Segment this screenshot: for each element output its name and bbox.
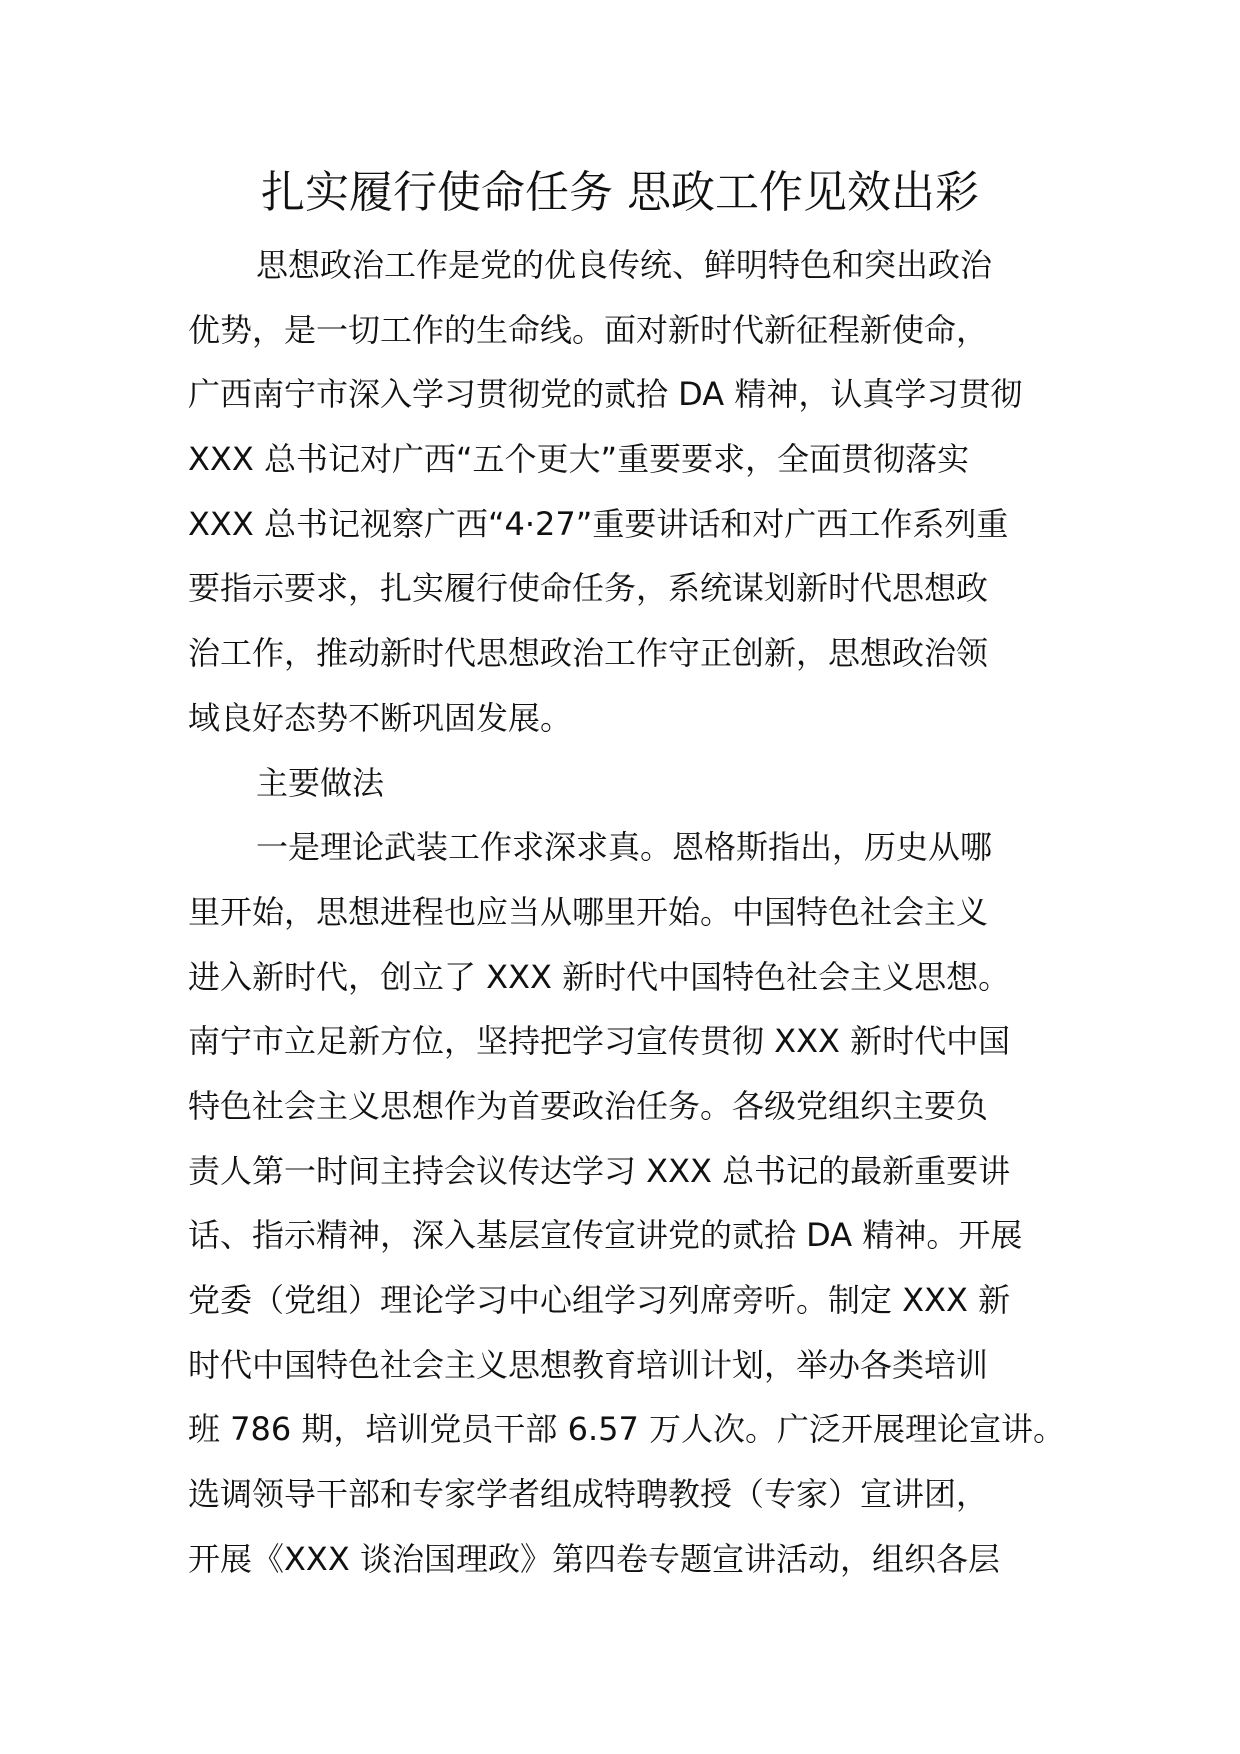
paragraph-line: 思想政治工作是党的优良传统、鲜明特色和突出政治 [256,246,993,284]
document-body [188,233,1068,1591]
document-title: 扎实履行使命任务 思政工作见效出彩 [261,167,979,218]
paragraph-line: 治工作，推动新时代思想政治工作守正创新，思想政治领 [188,634,989,673]
paragraph-line: 进入新时代，创立了 XXX 新时代中国特色社会主义思想。 [188,957,1011,996]
paragraph-line: 开展《XXX 谈治国理政》第四卷专题宣讲活动，组织各层 [188,1539,1000,1578]
paragraph-line: 话、指示精神，深入基层宣传宣讲党的贰拾 DA 精神。开展 [188,1216,1023,1255]
paragraph-line: XXX 总书记对广西“五个更大”重要要求，全面贯彻落实 [188,440,970,479]
paragraph-line: 党委（党组）理论学习中心组学习列席旁听。制定 XXX 新 [188,1281,1011,1319]
paragraph-line: 域良好态势不断巩固发展。 [188,698,573,737]
paragraph-line: 广西南宁市深入学习贯彻党的贰拾 DA 精神，认真学习贯彻 [188,375,1023,414]
section-heading: 主要做法 [256,763,385,802]
paragraph-line: 时代中国特色社会主义思想教育培训计划，举办各类培训 [188,1345,989,1384]
paragraph-line: 要指示要求，扎实履行使命任务，系统谋划新时代思想政 [188,569,989,608]
paragraph-line: 里开始，思想进程也应当从哪里开始。中国特色社会主义 [188,892,989,931]
paragraph-line: 责人第一时间主持会议传达学习 XXX 总书记的最新重要讲 [188,1151,1011,1190]
paragraph-line: 南宁市立足新方位，坚持把学习宣传贯彻 XXX 新时代中国 [188,1022,1011,1061]
paragraph-line: 选调领导干部和专家学者组成特聘教授（专家）宣讲团， [188,1475,989,1514]
paragraph-line: 一是理论武装工作求深求真。恩格斯指出，历史从哪 [256,828,993,867]
paragraph-line: 班 786 期，培训党员干部 6.57 万人次。广泛开展理论宣讲。 [188,1410,1066,1449]
paragraph-line: XXX 总书记视察广西“4·27”重要讲话和对广西工作系列重 [188,504,1009,543]
paragraph-line: 优势，是一切工作的生命线。面对新时代新征程新使命， [188,310,989,349]
paragraph-line: 特色社会主义思想作为首要政治任务。各级党组织主要负 [188,1086,989,1125]
